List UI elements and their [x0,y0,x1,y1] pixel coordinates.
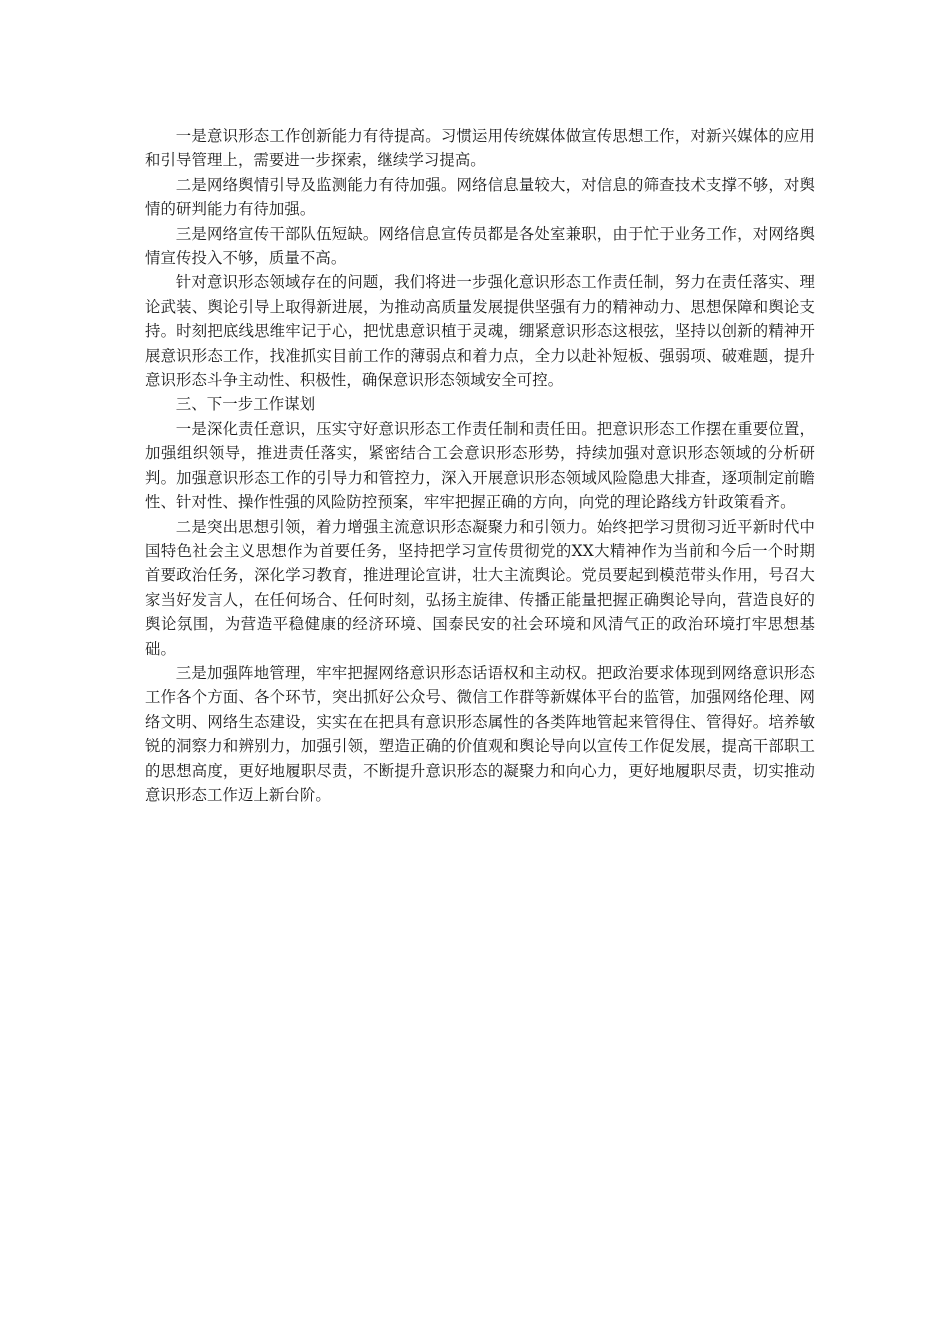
section-heading-next-steps: 三、下一步工作谋划 [175,395,316,414]
paragraph-response: 针对意识形态领域存在的问题，我们将进一步强化意识形态工作责任制，努力在责任落实、理论武装、舆论引导上取得新进展，为推动高质量发展提供坚强有力的精神动力、思想保障和舆论支持。时刻把底线思维牢记于心，把忧患意识植于灵魂，绷紧意识形态这根弦，坚持以创新的精神开展意识形态工作，找准抓实目前工作的薄弱点和着力点，全力以赴补短板、强弱项、破难题，提升意识形态斗争主动性、积极性，确保意识形态领域安全可控。 [145,273,815,390]
document-body [145,124,815,807]
paragraph-problem-1: 一是意识形态工作创新能力有待提高。习惯运用传统媒体做宣传思想工作，对新兴媒体的应用和引导管理上，需要进一步探索，继续学习提高。 [145,127,815,170]
paragraph-plan-3: 三是加强阵地管理，牢牢把握网络意识形态话语权和主动权。把政治要求体现到网络意识形态工作各个方面、各个环节，突出抓好公众号、微信工作群等新媒体平台的监管，加强网络伦理、网络文明、网络生态建设，实实在在把具有意识形态属性的各类阵地管起来管得住、管得好。培养敏锐的洞察力和辨别力，加强引领，塑造正确的价值观和舆论导向以宣传工作促发展，提高干部职工的思想高度，更好地履职尽责，不断提升意识形态的凝聚力和向心力，更好地履职尽责，切实推动意识形态工作迈上新台阶。 [145,663,815,804]
paragraph-problem-2: 二是网络舆情引导及监测能力有待加强。网络信息量较大，对信息的筛查技术支撑不够，对舆情的研判能力有待加强。 [145,175,815,219]
paragraph-problem-3: 三是网络宣传干部队伍短缺。网络信息宣传员都是各处室兼职，由于忙于业务工作，对网络舆情宣传投入不够，质量不高。 [145,224,815,268]
paragraph-plan-2: 二是突出思想引领，着力增强主流意识形态凝聚力和引领力。始终把学习贯彻习近平新时代中国特色社会主义思想作为首要任务，坚持把学习宣传贯彻党的XX大精神作为当前和今后一个时期首要政治任务，深化学习教育，推进理论宣讲，壮大主流舆论。党员要起到模范带头作用，号召大家当好发言人，在任何场合、任何时刻，弘扬主旋律、传播正能量把握正确舆论导向，营造良好的舆论氛围，为营造平稳健康的经济环境、国泰民安的社会环境和风清气正的政治环境打牢思想基础。 [145,517,815,658]
paragraph-plan-1: 一是深化责任意识，压实守好意识形态工作责任制和责任田。把意识形态工作摆在重要位置，加强组织领导，推进责任落实，紧密结合工会意识形态形势，持续加强对意识形态领域的分析研判。加强意识形态工作的引导力和管控力，深入开展意识形态领域风险隐患大排查，逐项制定前瞻性、针对性、操作性强的风险防控预案，牢牢把握正确的方向，向党的理论路线方针政策看齐。 [145,419,815,512]
